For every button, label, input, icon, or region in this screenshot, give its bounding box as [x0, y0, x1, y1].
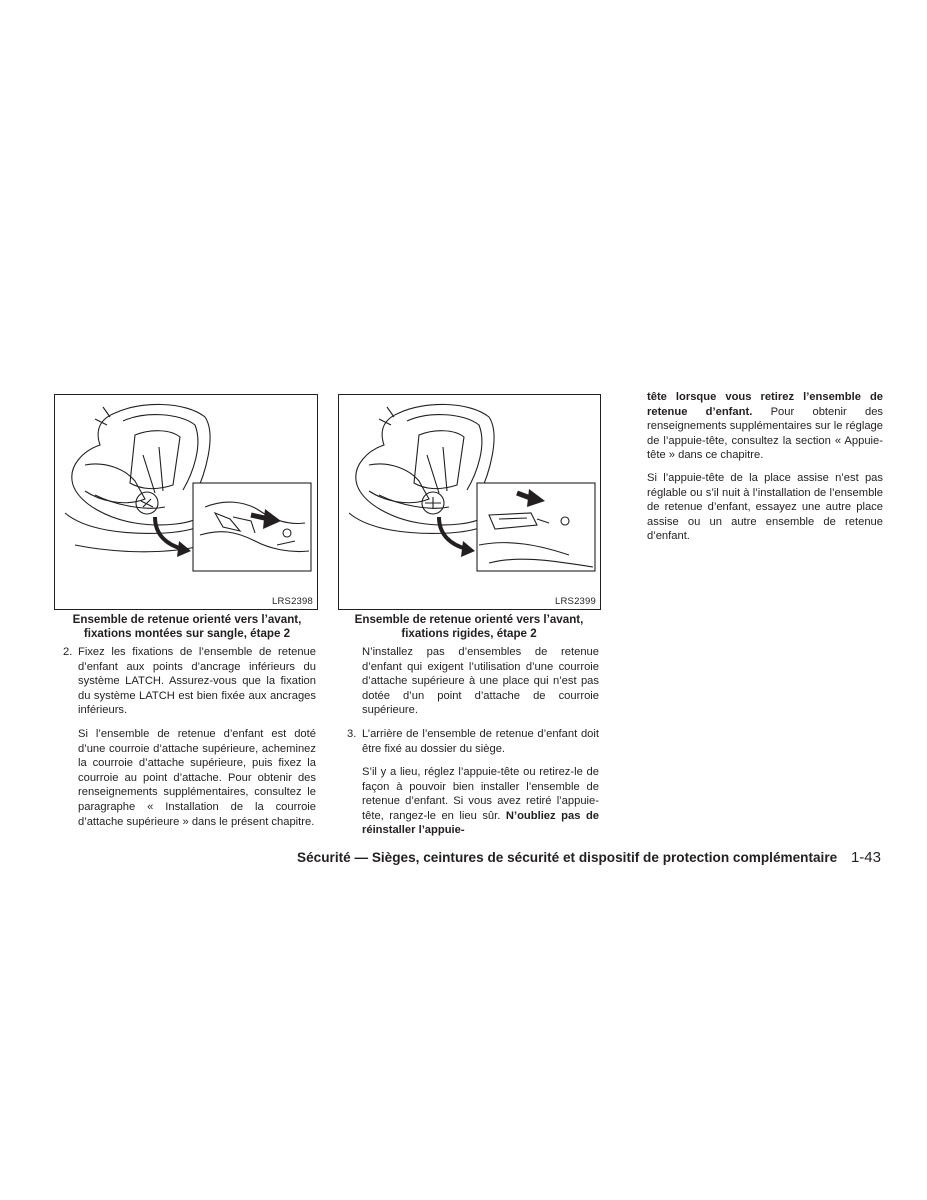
figure-caption [50, 613, 324, 641]
footer-title: Sécurité — Sièges, ceintures de sécurité et dispositif de protection complémentaire [297, 850, 838, 865]
paragraph-text: S’il y a lieu, réglez l’appuie-tête ou retirez-le de façon à pouvoir bien installer l’ensemble de retenue d’enfant. Si vous avez retiré l’appuie-tête, rangez-le en lieu sûr. [362, 766, 599, 822]
child-seat-strap-illustration [55, 395, 317, 595]
caption-line: Ensemble de retenue orienté vers l’avant, [354, 613, 584, 626]
step-3 [347, 727, 599, 756]
page-number: 1-43 [850, 849, 881, 866]
page-footer [297, 849, 881, 866]
figure-lrs2399 [338, 394, 601, 610]
step-number: 3. [347, 728, 357, 740]
caption-line: fixations montées sur sangle, étape 2 [83, 627, 291, 640]
paragraph [362, 765, 599, 838]
step-text: L’arrière de l’ensemble de retenue d’enfant doit être fixé au dossier du siège. [362, 728, 599, 755]
paragraph [647, 390, 883, 463]
figure-caption [333, 613, 605, 641]
step-text: Fixez les fixations de l’ensemble de retenue d’enfant aux points d’ancrage inférieurs du système LATCH. Assurez-vous que la fixation du système LATCH est bien fixée aux ancrages inférieurs. [78, 646, 316, 717]
paragraph-bold-text: N’oubliez pas de réinstaller l’appuie- [362, 809, 599, 837]
child-seat-rigid-illustration [339, 395, 600, 595]
paragraph: Si l’appuie-tête de la place assise n’est pas réglable ou s’il nuit à l’installation de l’ensemble de retenue d’enfant, essayez une autre place assise ou un autre ensemble de retenue d’enfant. [647, 472, 883, 543]
figure-code: LRS2399 [554, 596, 596, 607]
figure-code: LRS2398 [271, 596, 313, 607]
paragraph-text: Pour obtenir des renseignements supplémentaires sur le réglage de l’appuie-tête, consultez la section « Appuie-tête » dans ce chapitre. [647, 405, 884, 462]
figure-lrs2398 [54, 394, 318, 610]
paragraph-bold-text: tête lorsque vous retirez l’ensemble de retenue d’enfant. [647, 391, 883, 418]
paragraph: Si l’ensemble de retenue d’enfant est doté d’une courroie d’attache supérieure, acheminez la courroie d’attache supérieure, puis fixez la courroie au point d’attache. Pour obtenir des renseignements supplémentaires, consultez le paragraphe « Installation de la courroie d’attache supérieure » dans le présent chapitre. [78, 728, 316, 828]
step-number: 2. [63, 646, 73, 658]
caption-line: fixations rigides, étape 2 [401, 627, 537, 640]
paragraph: N’installez pas d’ensembles de retenue d’enfant qui exigent l’utilisation d’une courroie d’attache supérieure à une place qui n’est pas dotée d’un point d’attache de courroie supérieure. [362, 646, 599, 717]
step-2 [63, 645, 316, 718]
caption-line: Ensemble de retenue orienté vers l’avant, [72, 613, 302, 626]
